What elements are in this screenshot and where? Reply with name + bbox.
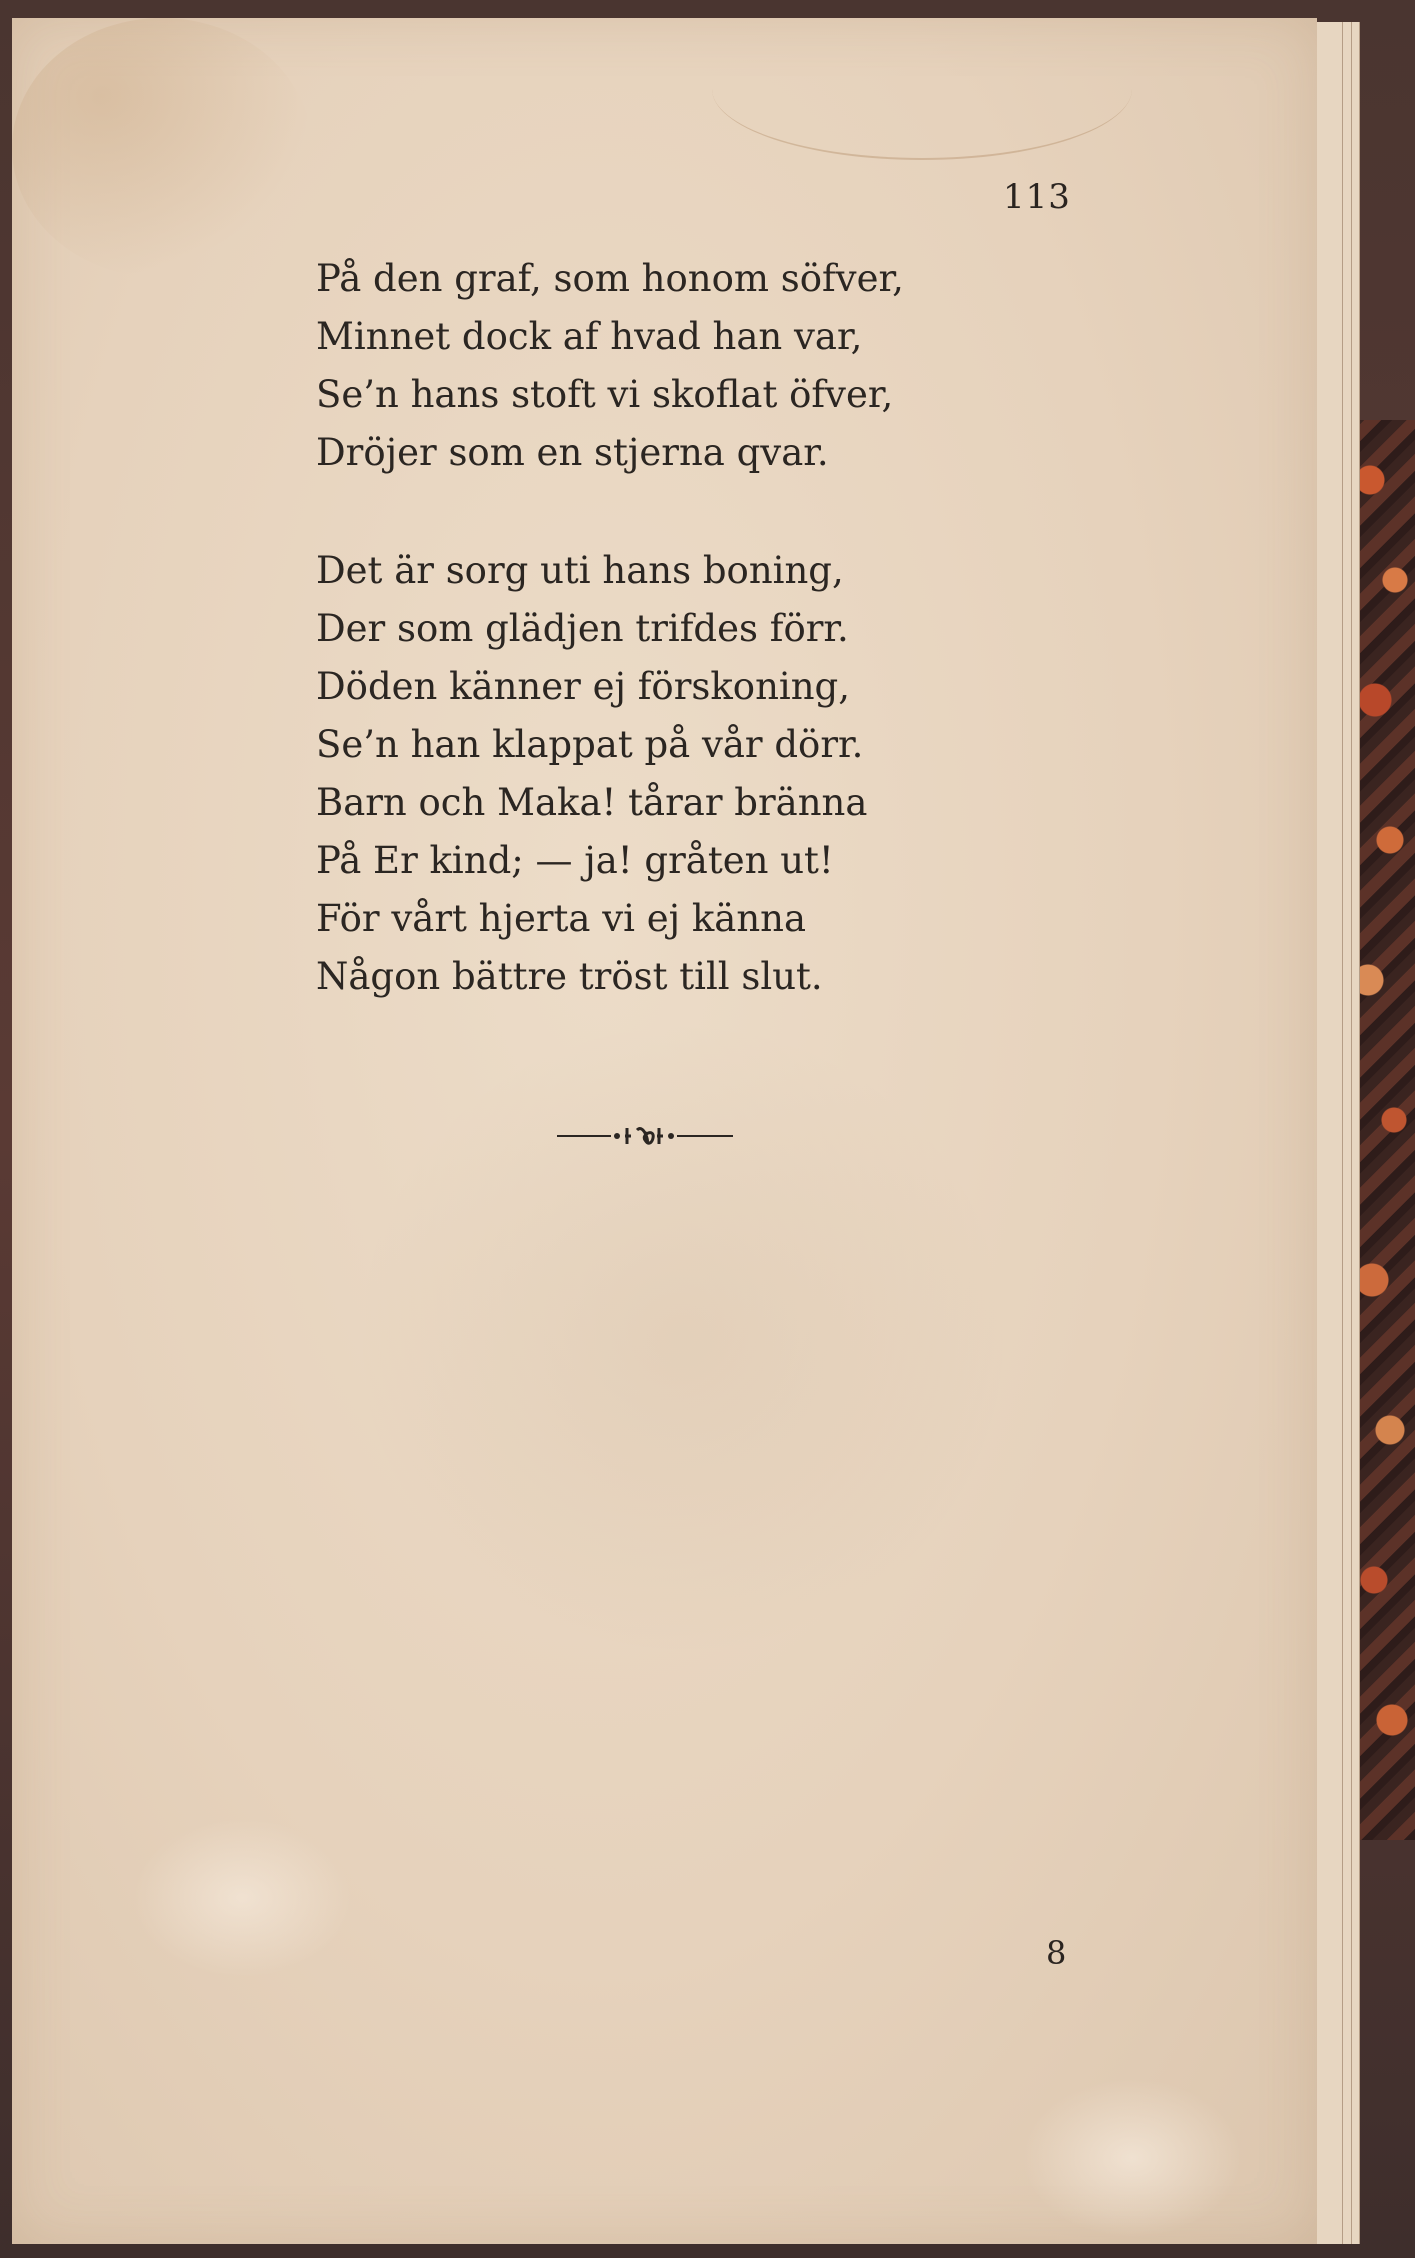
paper-stain	[712, 18, 1132, 160]
poem-line: På Er kind; — ja! gråten ut!	[316, 839, 834, 882]
poem-line: På den graf, som honom söfver,	[316, 257, 904, 300]
poem-stanza	[316, 542, 996, 1006]
bleed-through-shadow	[352, 1018, 1012, 1658]
poem	[316, 250, 996, 1006]
signature-mark: 8	[1046, 1934, 1067, 1972]
poem-line: Döden känner ej förskoning,	[316, 665, 851, 708]
page-number: 113	[1003, 177, 1071, 217]
poem-line: Dröjer som en stjerna qvar.	[316, 431, 829, 474]
paper-stain	[12, 18, 312, 278]
poem-stanza	[316, 250, 996, 482]
poem-line: Se’n hans stoft vi skoflat öfver,	[316, 373, 894, 416]
poem-line: Barn och Maka! tårar bränna	[316, 781, 868, 824]
poem-line: Det är sorg uti hans boning,	[316, 549, 844, 592]
printers-ornament-icon	[555, 1118, 735, 1154]
poem-line: Någon bättre tröst till slut.	[316, 955, 823, 998]
paper-stain	[1022, 2078, 1242, 2238]
poem-line: För vårt hjerta vi ej känna	[316, 897, 807, 940]
poem-line: Der som glädjen trifdes förr.	[316, 607, 849, 650]
paper-stain	[132, 1818, 352, 1978]
poem-line: Se’n han klappat på vår dörr.	[316, 723, 864, 766]
poem-line: Minnet dock af hvad han var,	[316, 315, 863, 358]
